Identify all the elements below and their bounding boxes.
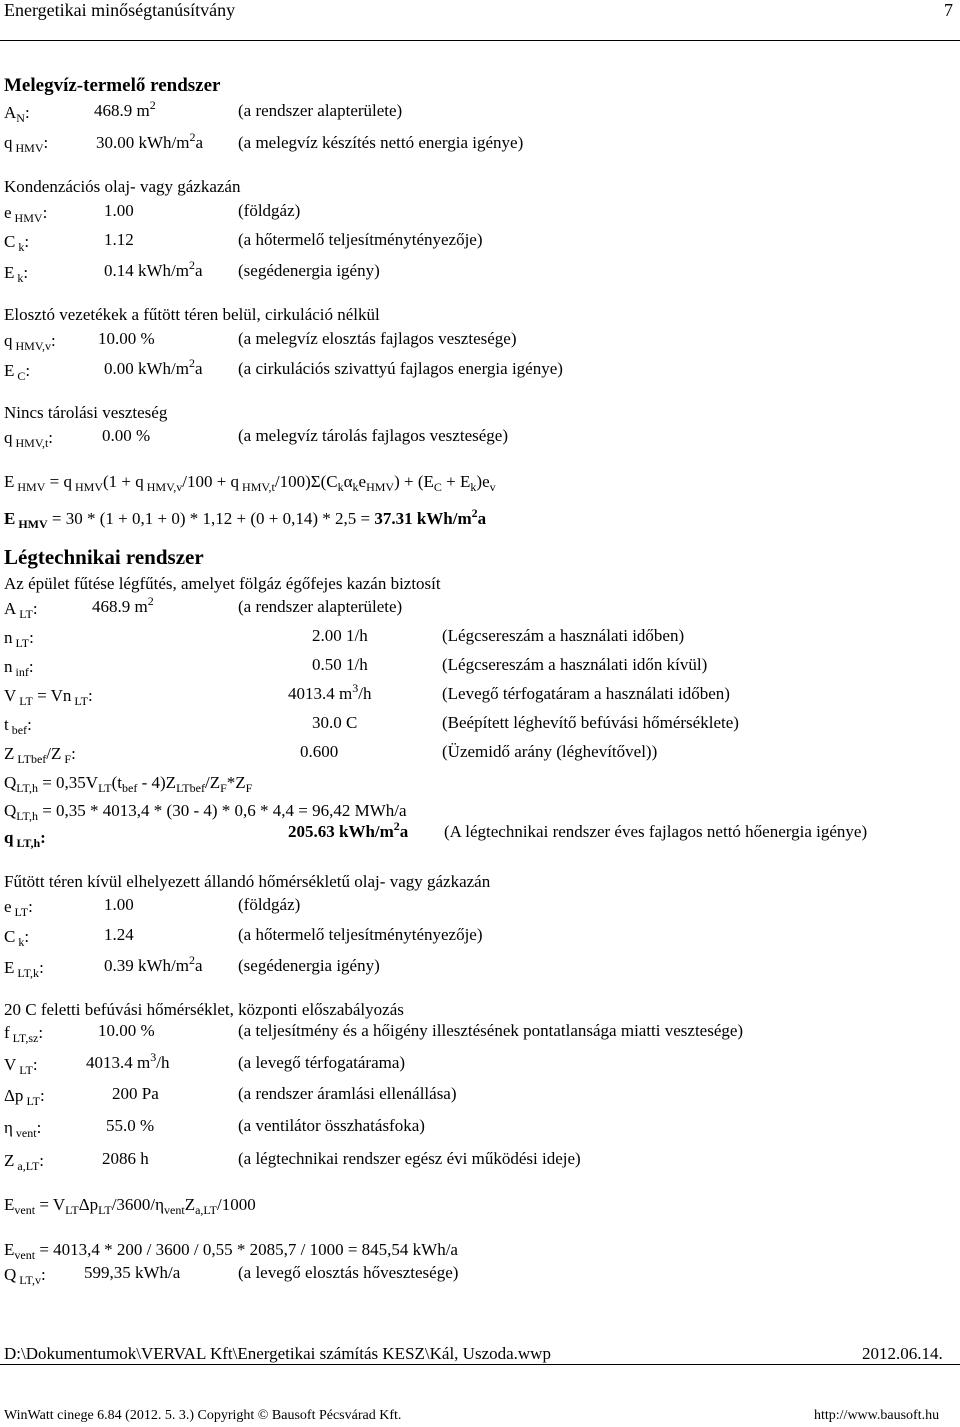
qlth-value: 205.63 kWh/$m^2a$ — [288, 819, 409, 841]
tbef-label: t $_{bef}$: — [4, 715, 32, 737]
ltck-label: C $_k$: — [4, 927, 30, 949]
ek-value: 0.14 kWh/$m^2a$ — [104, 258, 203, 280]
ehmv-label: e $_{HMV}$: — [4, 203, 48, 225]
qhmv-label: q $_{HMV}$: — [4, 133, 49, 155]
dp-label: Δp $_{LT}$: — [4, 1086, 45, 1108]
an-value: 468.9 $m^2$ — [94, 98, 156, 120]
qhmv-desc: (a melegvíz készítés nettó energia igénye) — [238, 133, 524, 152]
flt-desc: (a teljesítmény és a hőigény illesztésének pontatlansága miatti vesztesége) — [238, 1021, 744, 1040]
qlth-calc: $Q_{LT,h} = 0,35 * 4013,4 * (30 - 4) * 0,6 * 4,4 = 96,42$ MWh/a — [4, 801, 407, 823]
alt-label: A $_{LT}$: — [4, 599, 38, 621]
vlt-label: V $_{LT}$ = Vn $_{LT}$: — [4, 686, 93, 708]
page-number: 7 — [944, 0, 953, 20]
nlt-desc: (Légcsereszám a használati időben) — [442, 626, 685, 645]
lt-title: Légtechnikai rendszer — [4, 545, 204, 569]
eta-value: 55.0 % — [106, 1116, 155, 1135]
qhmv-value: 30.00 kWh/$m^2a$ — [96, 130, 204, 152]
elt-value: 1.00 — [104, 895, 134, 914]
ek-desc: (segédenergia igény) — [238, 261, 380, 280]
footer-path: D:\Dokumentumok\VERVAL Kft\Energetikai számítás KESZ\Kál, Uszoda.wwp — [4, 1344, 551, 1363]
vlt2-value: 4013.4 $m^3/h$ — [86, 1050, 170, 1072]
qltv-label: Q $_{LT,v}$: — [4, 1265, 46, 1287]
tbef-value: 30.0 C — [312, 713, 358, 732]
lt-kazan-title: Fűtött téren kívül elhelyezett állandó hőmérsékletű olaj- vagy gázkazán — [4, 872, 491, 891]
tarol-title: Nincs tárolási veszteség — [4, 403, 168, 422]
flt-value: 10.00 % — [98, 1021, 155, 1040]
qltv-value: 599,35 kWh/a — [84, 1263, 181, 1282]
ec-value: 0.00 kWh/$m^2a$ — [104, 356, 203, 378]
z-label: Z $_{a,LT}$: — [4, 1151, 45, 1173]
ehmv-desc: (földgáz) — [238, 201, 301, 220]
footer-url[interactable]: http://www.bausoft.hu — [814, 1408, 940, 1423]
eta-label: η $_{vent}$: — [4, 1118, 42, 1140]
qv-label: q $_{HMV,v}$: — [4, 331, 56, 353]
ninf-value: 0.50 1/h — [312, 655, 368, 674]
zltbef-desc: (Üzemidő arány (léghevítővel)) — [442, 742, 658, 761]
elt-label: e $_{LT}$: — [4, 897, 33, 919]
alt-value: 468.9 $m^2$ — [92, 594, 154, 616]
dp-desc: (a rendszer áramlási ellenállása) — [238, 1084, 457, 1103]
event-calc: $E_{vent} = 4013,4 * 200 / 3600 / 0,55 * 2085,7 / 1000 = 845,54$ kWh/a — [4, 1240, 458, 1262]
ck-desc: (a hőtermelő teljesítménytényezője) — [238, 230, 483, 249]
ec-label: E $_C$: — [4, 361, 31, 383]
ninf-desc: (Légcsereszám a használati időn kívül) — [442, 655, 708, 674]
footer-divider — [0, 1364, 960, 1365]
qv-desc: (a melegvíz elosztás fajlagos vesztesége) — [238, 329, 517, 348]
ltck-desc: (a hőtermelő teljesítménytényezője) — [238, 925, 483, 944]
zltbef-label: Z $_{LTbef}$/Z $_F$: — [4, 744, 76, 766]
ehmv-result: E $_{HMV}$ = 30 * (1 + 0,1 + 0) * 1,12 + (0 + 0,14) * 2,5 = 37.31 kWh/$m^2a$ — [4, 506, 487, 531]
alt-desc: (a rendszer alapterülete) — [238, 597, 403, 616]
eta-desc: (a ventilátor összhatásfoka) — [238, 1116, 425, 1135]
qt-desc: (a melegvíz tárolás fajlagos vesztesége) — [238, 426, 508, 445]
vlt-value: 4013.4 $m^3/h$ — [288, 681, 372, 703]
hmv-title: Melegvíz-termelő rendszer — [4, 75, 221, 96]
header-title: Energetikai minőségtanúsítvány — [4, 0, 236, 20]
z-desc: (a légtechnikai rendszer egész évi működési ideje) — [238, 1149, 581, 1168]
qlth-formula: $Q_{LT,h} = 0,35V_{LT}(t_{bef} - 4)Z_{LTbef}/Z_F*Z_F$ — [4, 773, 253, 795]
footer-software: WinWatt cinege 6.84 (2012. 5. 3.) Copyright © Bausoft Pécsvárad Kft. — [4, 1408, 402, 1423]
nlt-label: n $_{LT}$: — [4, 628, 34, 650]
qt-label: q $_{HMV,t}$: — [4, 428, 54, 450]
ltck-value: 1.24 — [104, 925, 134, 944]
ec-desc: (a cirkulációs szivattyú fajlagos energia igénye) — [238, 359, 563, 378]
eltk-label: E $_{LT,k}$: — [4, 958, 44, 980]
qlth-label: q $_{LT,h}$: — [4, 828, 46, 850]
zltbef-value: 0.600 — [300, 742, 339, 761]
ehmv-value: 1.00 — [104, 201, 134, 220]
tbef-desc: (Beépített léghevítő befúvási hőmérséklete) — [442, 713, 739, 732]
z-value: 2086 h — [102, 1149, 149, 1168]
qlth-desc: (A légtechnikai rendszer éves fajlagos nettó hőenergia igénye) — [444, 822, 868, 841]
qt-value: 0.00 % — [102, 426, 151, 445]
an-desc: (a rendszer alapterülete) — [238, 101, 403, 120]
qltv-desc: (a levegő elosztás hőveszteségе) — [238, 1263, 459, 1282]
kazan-title: Kondenzációs olaj- vagy gázkazán — [4, 177, 241, 196]
ninf-label: n $_{inf}$: — [4, 657, 34, 679]
eltk-desc: (segédenergia igény) — [238, 956, 380, 975]
ek-label: E $_k$: — [4, 263, 29, 285]
event-formula: $E_{vent} = V_{LT}\Delta p_{LT}/3600/\eta_{vent}Z_{a,LT}/1000$ — [4, 1195, 256, 1217]
ehmv-formula: E $_{HMV}$ = q $_{HMV}$(1 + q $_{HMV,v}$/100 + q $_{HMV,t}/100)\Sigma(C_k\alpha_ke_{HMV}) + (E_C + E_k)e_v$ — [4, 472, 496, 494]
an-label: $A_N$: — [4, 103, 30, 125]
dp-value: 200 Pa — [112, 1084, 159, 1103]
ck-value: 1.12 — [104, 230, 134, 249]
elt-desc: (földgáz) — [238, 895, 301, 914]
befuv-title: 20 C feletti befúvási hőmérséklet, központi előszabályozás — [4, 1000, 404, 1019]
nlt-value: 2.00 1/h — [312, 626, 368, 645]
flt-label: f $_{LT,sz}$: — [4, 1023, 44, 1045]
vlt-desc: (Levegő térfogatáram a használati időben) — [442, 684, 730, 703]
ck-label: C $_k$: — [4, 232, 30, 254]
lt-intro: Az épület fűtése légfűtés, amelyet fölgáz égőfejes kazán biztosít — [4, 574, 441, 593]
qv-value: 10.00 % — [98, 329, 155, 348]
footer-date: 2012.06.14. — [862, 1344, 943, 1363]
vlt2-label: V $_{LT}$: — [4, 1055, 38, 1077]
elosz-title: Elosztó vezetékek a fűtött téren belül, cirkuláció nélkül — [4, 305, 380, 324]
vlt2-desc: (a levegő térfogatárama) — [238, 1053, 406, 1072]
eltk-value: 0.39 kWh/$m^2a$ — [104, 953, 203, 975]
